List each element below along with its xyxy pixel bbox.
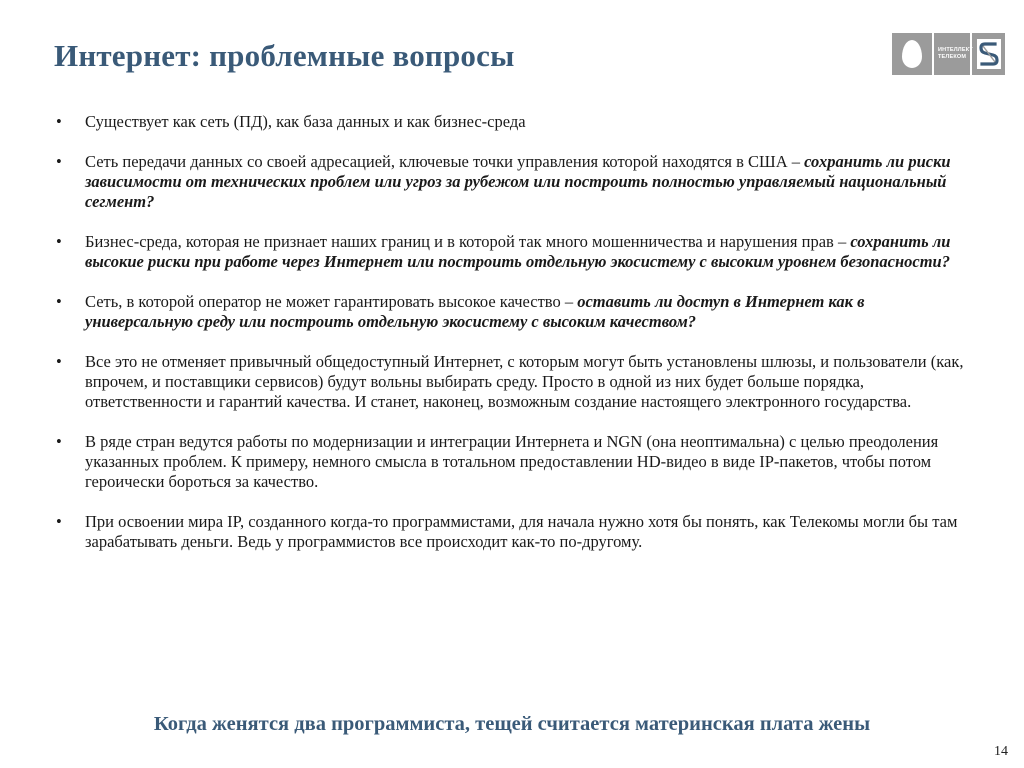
bullet-text: Сеть передачи данных со своей адресацией, ключевые точки управления которой находятся в США – <box>85 152 805 171</box>
footer-quote: Когда женятся два программиста, тещей считается материнская плата жены <box>153 713 871 735</box>
company-logo <box>892 33 1005 75</box>
egg-icon <box>892 33 934 75</box>
bullet-item <box>56 292 976 332</box>
bullet-text: Все это не отменяет привычный общедоступный Интернет, с которым могут быть установлены шлюзы, и пользователи (как, впрочем, и поставщики сервисов) будут вольны выбирать среду. Просто в одной из них будет больше порядка, ответственности и гарантий качества. И станет, наконец, возможным создание настоящего электронного государства. <box>85 352 964 411</box>
bullet-text: Сеть, в которой оператор не может гарантировать высокое качество – <box>85 292 578 311</box>
bullet-dot: • <box>56 232 62 251</box>
bullet-text: При освоении мира IP, созданного когда-то программистами, для начала нужно хотя бы понять, как Телекомы могли бы там зарабатывать деньги. Ведь у программистов все происходит как-то по-другому. <box>85 512 958 551</box>
bullet-dot: • <box>56 292 62 311</box>
bullet-emphasis: сохранить ли высокие риски при работе через Интернет или построить отдельную экосистему с высоким уровнем безопасности? <box>85 232 951 271</box>
bullet-dot: • <box>56 512 62 531</box>
bullet-item <box>56 232 976 272</box>
bullet-emphasis: оставить ли доступ в Интернет как в универсальную среду или построить отдельную экосистему с высоким качеством? <box>85 292 865 331</box>
bullet-item <box>56 432 976 492</box>
bullet-dot: • <box>56 432 62 451</box>
s-mark-icon <box>972 33 1005 75</box>
bullet-item <box>56 112 976 132</box>
bullet-dot: • <box>56 352 62 371</box>
bullet-dot: • <box>56 152 62 171</box>
bullet-item <box>56 512 976 552</box>
bullet-text: Бизнес-среда, которая не признает наших границ и в которой так много мошенничества и нарушения прав – <box>85 232 851 251</box>
slide-title: Интернет: проблемные вопросы <box>54 38 515 73</box>
bullet-text: Существует как сеть (ПД), как база данных и как бизнес-среда <box>85 112 526 131</box>
logo-text-line1: ИНТЕЛЛЕКТ <box>938 47 973 53</box>
bullet-dot: • <box>56 112 62 131</box>
logo-text <box>934 33 972 75</box>
page-number: 14 <box>994 744 1008 759</box>
bullet-item <box>56 352 976 412</box>
bullet-emphasis: сохранить ли риски зависимости от технических проблем или угроз за рубежом или построить полностью управляемый национальный сегмент? <box>85 152 951 211</box>
bullet-text: В ряде стран ведутся работы по модернизации и интеграции Интернета и NGN (она неоптимальна) с целью преодоления указанных проблем. К примеру, немного смысла в тотальном предоставлении HD-видео в виде IP-пакетов, чтобы потом героически бороться за качество. <box>85 432 939 491</box>
logo-text-line2: ТЕЛЕКОМ <box>938 54 967 60</box>
bullet-list <box>56 112 976 552</box>
bullet-item <box>56 152 976 212</box>
